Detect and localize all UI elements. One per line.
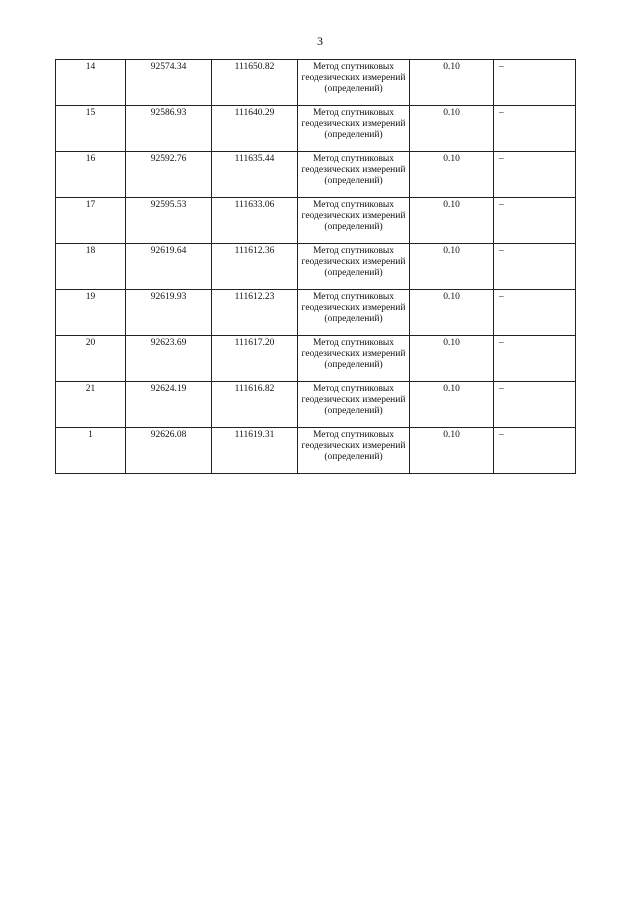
method-cell: Метод спутниковых геодезических измерений (определений) (298, 198, 410, 244)
coordinates-table (55, 59, 576, 474)
y-coordinate-cell: 111612.36 (212, 244, 298, 290)
y-coordinate-cell: 111635.44 (212, 152, 298, 198)
note-cell: – (494, 290, 576, 336)
table-row (56, 60, 576, 106)
method-cell: Метод спутниковых геодезических измерений (определений) (298, 60, 410, 106)
table-row (56, 382, 576, 428)
table-row (56, 152, 576, 198)
note-cell: – (494, 244, 576, 290)
method-cell: Метод спутниковых геодезических измерений (определений) (298, 244, 410, 290)
accuracy-cell: 0.10 (410, 60, 494, 106)
y-coordinate-cell: 111617.20 (212, 336, 298, 382)
note-cell: – (494, 198, 576, 244)
note-cell: – (494, 60, 576, 106)
method-cell: Метод спутниковых геодезических измерений (определений) (298, 106, 410, 152)
coordinates-table-body (56, 60, 576, 474)
table-row (56, 198, 576, 244)
method-cell: Метод спутниковых геодезических измерений (определений) (298, 382, 410, 428)
table-row (56, 244, 576, 290)
method-cell: Метод спутниковых геодезических измерений (определений) (298, 336, 410, 382)
point-number-cell: 17 (56, 198, 126, 244)
x-coordinate-cell: 92619.64 (126, 244, 212, 290)
note-cell: – (494, 152, 576, 198)
y-coordinate-cell: 111633.06 (212, 198, 298, 244)
y-coordinate-cell: 111612.23 (212, 290, 298, 336)
accuracy-cell: 0.10 (410, 428, 494, 474)
x-coordinate-cell: 92592.76 (126, 152, 212, 198)
method-cell: Метод спутниковых геодезических измерений (определений) (298, 152, 410, 198)
note-cell: – (494, 106, 576, 152)
accuracy-cell: 0.10 (410, 198, 494, 244)
accuracy-cell: 0.10 (410, 106, 494, 152)
method-cell: Метод спутниковых геодезических измерений (определений) (298, 290, 410, 336)
accuracy-cell: 0.10 (410, 336, 494, 382)
accuracy-cell: 0.10 (410, 290, 494, 336)
point-number-cell: 15 (56, 106, 126, 152)
point-number-cell: 14 (56, 60, 126, 106)
x-coordinate-cell: 92623.69 (126, 336, 212, 382)
table-row (56, 106, 576, 152)
table-row (56, 290, 576, 336)
x-coordinate-cell: 92586.93 (126, 106, 212, 152)
method-cell: Метод спутниковых геодезических измерений (определений) (298, 428, 410, 474)
point-number-cell: 19 (56, 290, 126, 336)
note-cell: – (494, 382, 576, 428)
y-coordinate-cell: 111650.82 (212, 60, 298, 106)
x-coordinate-cell: 92626.08 (126, 428, 212, 474)
y-coordinate-cell: 111640.29 (212, 106, 298, 152)
x-coordinate-cell: 92574.34 (126, 60, 212, 106)
note-cell: – (494, 336, 576, 382)
point-number-cell: 1 (56, 428, 126, 474)
y-coordinate-cell: 111616.82 (212, 382, 298, 428)
page-number: 3 (317, 34, 323, 48)
table-row (56, 428, 576, 474)
table-row (56, 336, 576, 382)
point-number-cell: 21 (56, 382, 126, 428)
point-number-cell: 18 (56, 244, 126, 290)
x-coordinate-cell: 92595.53 (126, 198, 212, 244)
accuracy-cell: 0.10 (410, 152, 494, 198)
note-cell: – (494, 428, 576, 474)
accuracy-cell: 0.10 (410, 244, 494, 290)
x-coordinate-cell: 92619.93 (126, 290, 212, 336)
point-number-cell: 20 (56, 336, 126, 382)
point-number-cell: 16 (56, 152, 126, 198)
y-coordinate-cell: 111619.31 (212, 428, 298, 474)
accuracy-cell: 0.10 (410, 382, 494, 428)
x-coordinate-cell: 92624.19 (126, 382, 212, 428)
